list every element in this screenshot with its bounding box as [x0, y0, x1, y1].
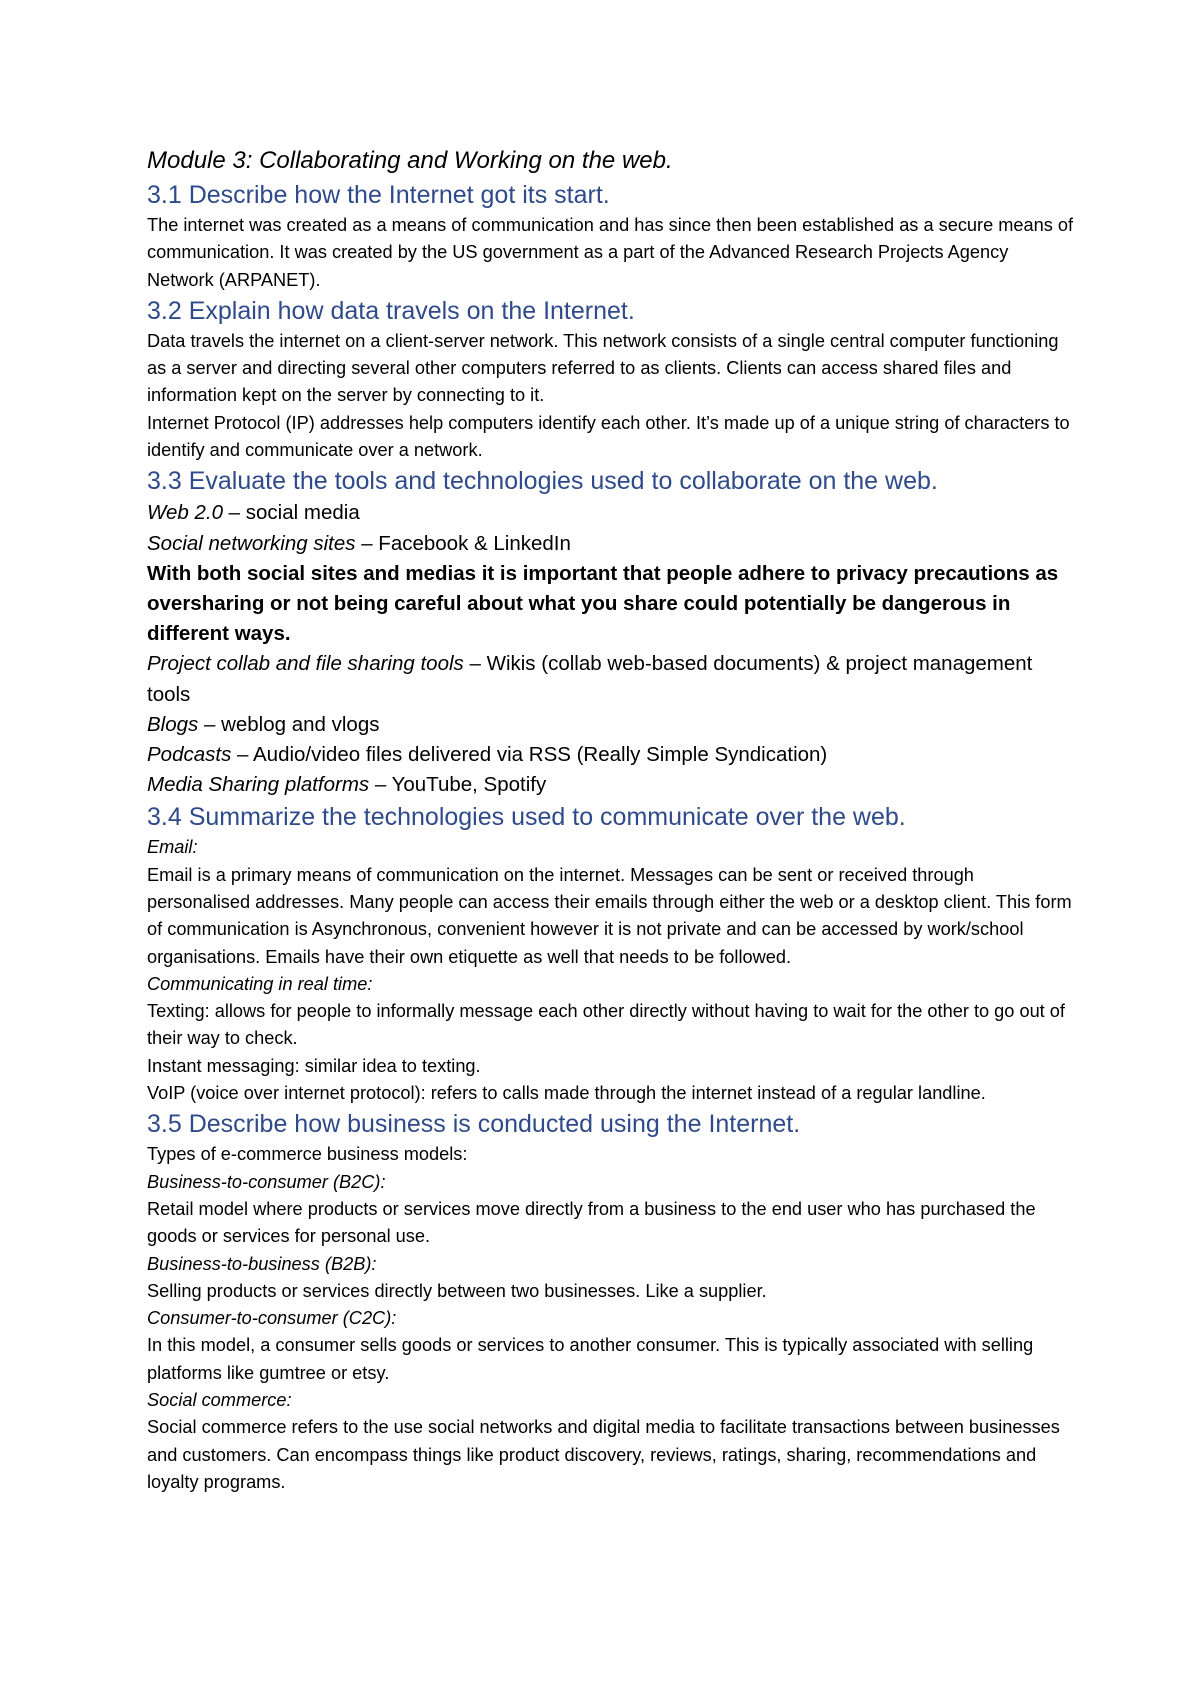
media-sharing-term: Media Sharing platforms — [147, 773, 370, 797]
media-sharing-desc: – YouTube, Spotify — [369, 773, 547, 797]
project-tools-desc: – Wikis (collab web-based documents) & project management tools — [147, 652, 1033, 706]
b2c-paragraph: Retail model where products or services move directly from a business to the end user who has purchased the goods or services for personal use. — [147, 1198, 1036, 1247]
section-3-3-heading: 3.3 Evaluate the tools and technologies used to collaborate on the web. — [147, 467, 938, 496]
social-commerce-paragraph: Social commerce refers to the use social networks and digital media to facilitate transactions between businesses and customers. Can encompass things like product discovery, reviews, ratings, sharing, recommendations and loyalty programs. — [147, 1417, 1060, 1492]
podcasts-item — [147, 740, 1077, 770]
project-tools-item — [147, 649, 1077, 709]
blogs-term: Blogs — [147, 712, 199, 736]
section-3-5-heading: 3.5 Describe how business is conducted using the Internet. — [147, 1110, 801, 1139]
podcasts-desc: – Audio/video files delivered via RSS (Really Simple Syndication) — [231, 743, 828, 766]
instant-messaging-paragraph: Instant messaging: similar idea to texting. — [147, 1055, 481, 1076]
social-networking-term: Social networking sites — [147, 531, 356, 555]
c2c-label: Consumer-to-consumer (C2C): — [147, 1308, 397, 1329]
web20-item — [147, 498, 1077, 528]
web20-term: Web 2.0 — [147, 501, 223, 525]
podcasts-term: Podcasts — [147, 743, 232, 766]
blogs-item — [147, 710, 1077, 740]
blogs-desc: – weblog and vlogs — [198, 712, 380, 736]
web20-desc: – social media — [222, 501, 360, 525]
social-networking-desc: – Facebook & LinkedIn — [355, 531, 571, 555]
module-title: Module 3: Collaborating and Working on the web. — [147, 147, 673, 174]
section-3-1-heading: 3.1 Describe how the Internet got its start. — [147, 181, 610, 209]
c2c-paragraph: In this model, a consumer sells goods or services to another consumer. This is typically associated with selling platforms like gumtree or etsy. — [147, 1335, 1034, 1383]
b2b-paragraph: Selling products or services directly between two businesses. Like a supplier. — [147, 1280, 767, 1301]
privacy-paragraph: With both social sites and medias it is important that people adhere to privacy precautions as oversharing or not being careful about what you share could potentially be dangerous in different ways. — [147, 561, 1059, 646]
b2c-label: Business-to-consumer (B2C): — [147, 1171, 386, 1192]
section-3-4-heading: 3.4 Summarize the technologies used to communicate over the web. — [147, 803, 906, 832]
section-3-2-paragraph-1: Data travels the internet on a client-server network. This network consists of a single central computer functioning as a server and directing several other computers referred to as clients. Clients can access shared files and information kept on the server by connecting to it. — [147, 330, 1059, 406]
section-3-2-paragraph-2: Internet Protocol (IP) addresses help computers identify each other. It’s made up of a unique string of characters to identify and communicate over a network. — [147, 412, 1070, 461]
texting-paragraph: Texting: allows for people to informally message each other directly without having to wait for the other to go out of their way to check. — [147, 1001, 1065, 1049]
section-3-2-heading: 3.2 Explain how data travels on the Internet. — [147, 296, 635, 325]
section-3-1-paragraph: The internet was created as a means of communication and has since then been established as a secure means of communication. It was created by the US government as a part of the Advanced Research Projects Agency Network (ARPANET). — [147, 215, 1074, 290]
voip-paragraph: VoIP (voice over internet protocol): refers to calls made through the internet instead of a regular landline. — [147, 1083, 986, 1104]
email-paragraph: Email is a primary means of communication on the internet. Messages can be sent or received through personalised addresses. Many people can access their emails through either the web or a desktop client. This form of communication is Asynchronous, convenient however it is not private and can be accessed by work/school organisations. Emails have their own etiquette as well that needs to be followed. — [147, 864, 1072, 967]
media-sharing-item — [147, 770, 1077, 800]
email-label: Email: — [147, 837, 198, 858]
b2b-label: Business-to-business (B2B): — [147, 1253, 377, 1274]
social-networking-item — [147, 529, 1077, 559]
document-page — [147, 144, 1077, 1496]
social-commerce-label: Social commerce: — [147, 1390, 292, 1411]
realtime-label: Communicating in real time: — [147, 973, 373, 994]
ecommerce-intro: Types of e-commerce business models: — [147, 1144, 468, 1165]
project-tools-term: Project collab and file sharing tools — [147, 652, 464, 676]
